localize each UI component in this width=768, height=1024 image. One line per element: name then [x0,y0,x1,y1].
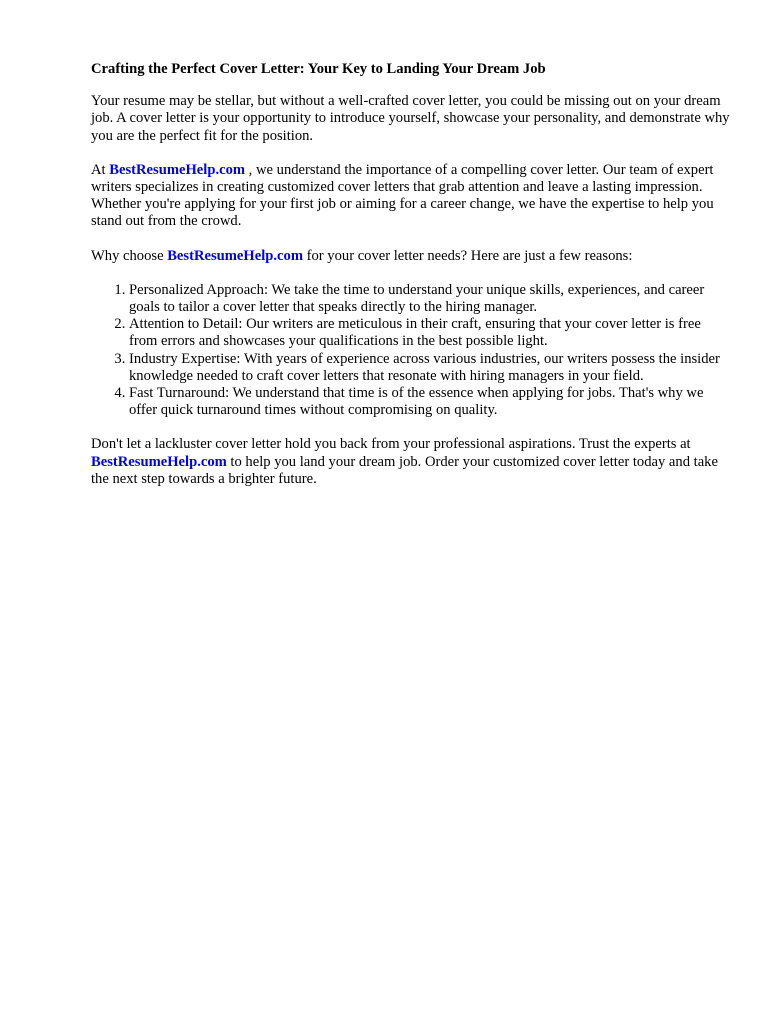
list-item: 1. Personalized Approach: We take the time to understand your unique skills, experiences, and career goals to tailor a cover letter that speaks directly to the hiring manager. [129,282,731,316]
list-item: 4. Fast Turnaround: We understand that time is of the essence when applying for jobs. That's why we offer quick turnaround times without compromising on quality. [129,385,731,419]
about-text-after: , we understand the importance of a compelling cover letter. Our team of expert writers specializes in creating customized cover letters that grab attention and leave a lasting impression. Whether you're applying for your first job or aiming for a career change, we have the expertise to help you stand out from the crowd. [91,161,714,230]
closing-text-before: Don't let a lackluster cover letter hold you back from your professional aspirations. Trust the experts at [91,436,691,453]
why-text-after: for your cover letter needs? Here are just a few reasons: [302,247,633,264]
reasons-list [91,282,731,420]
about-paragraph [91,162,731,231]
closing-text-after: to help you land your dream job. Order your customized cover letter today and take the next step towards a brighter future. [91,453,718,487]
document-content [91,61,731,505]
bestresumehelp-link[interactable]: BestResumeHelp.com [109,161,246,178]
about-text-before: At [91,161,110,178]
intro-paragraph: Your resume may be stellar, but without a well-crafted cover letter, you could be missing out on your dream job. A cover letter is your opportunity to introduce yourself, showcase your personality, and demonstrate why you are the perfect fit for the position. [91,93,730,144]
list-item: 2. Attention to Detail: Our writers are meticulous in their craft, ensuring that your cover letter is free from errors and showcases your qualifications in the best possible light. [129,316,731,350]
why-text-before: Why choose [91,247,168,264]
bestresumehelp-link[interactable]: BestResumeHelp.com [167,247,303,264]
list-item: 3. Industry Expertise: With years of experience across various industries, our writers possess the insider knowledge needed to craft cover letters that resonate with hiring managers in your field. [129,351,731,385]
document-title: Crafting the Perfect Cover Letter: Your Key to Landing Your Dream Job [91,61,546,77]
why-choose-paragraph [91,248,731,265]
bestresumehelp-link[interactable]: BestResumeHelp.com [91,453,227,470]
closing-paragraph [91,436,731,488]
